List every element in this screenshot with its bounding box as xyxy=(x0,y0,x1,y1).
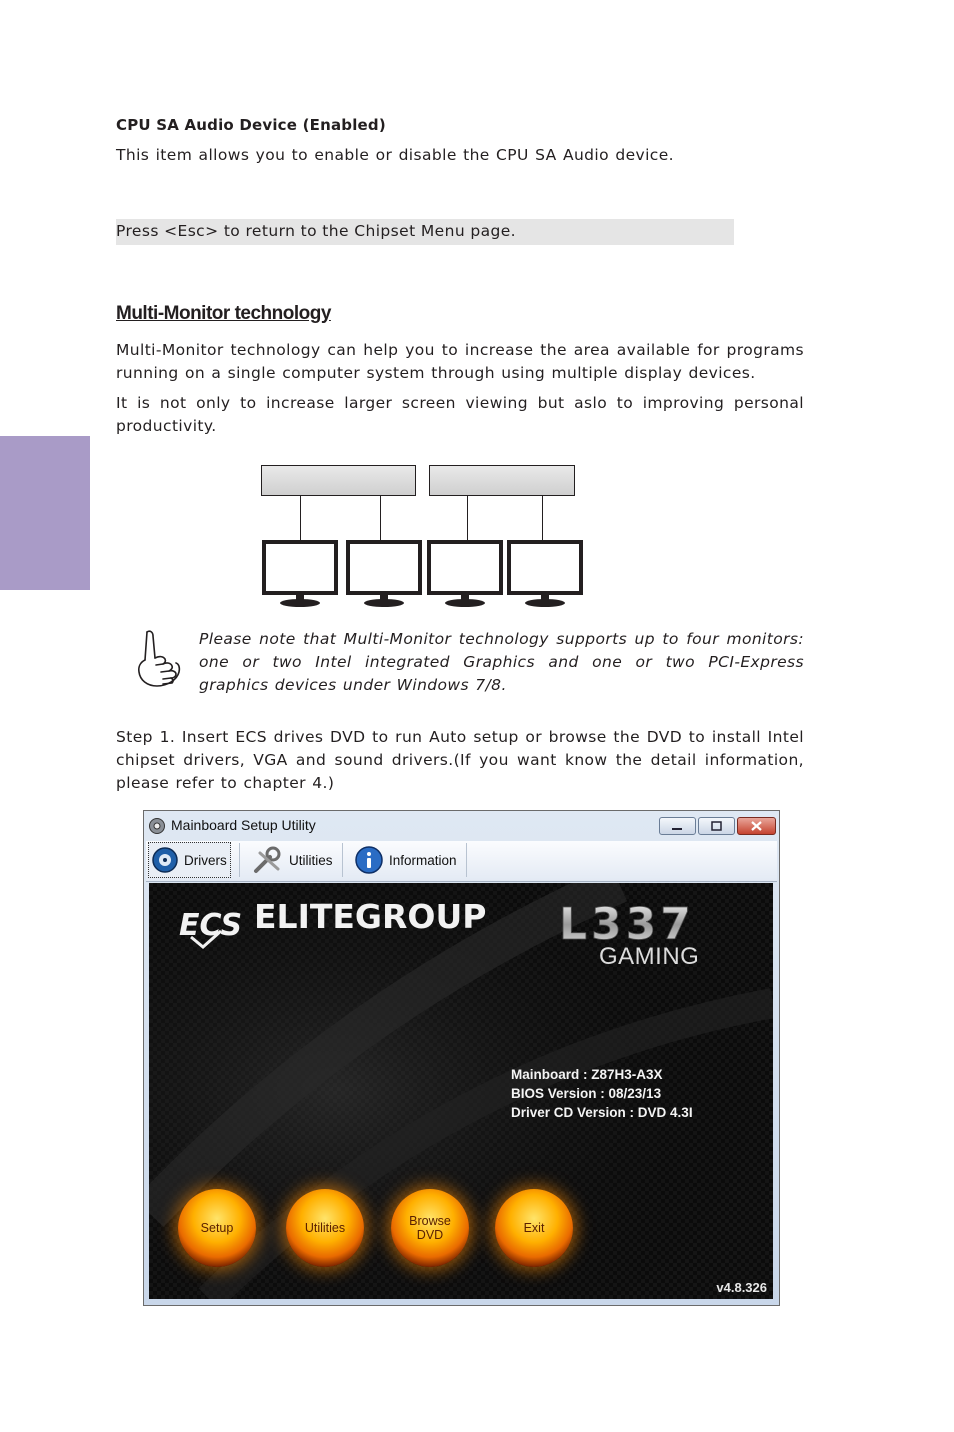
elitegroup-wordmark: ELITEGROUP xyxy=(254,897,487,936)
setup-button[interactable] xyxy=(178,1189,256,1267)
toolbar xyxy=(146,841,777,882)
title-bar[interactable] xyxy=(144,811,779,841)
connector-line xyxy=(300,496,301,540)
l337-logo xyxy=(559,901,749,945)
tab-utilities[interactable] xyxy=(252,842,333,878)
monitor-icon xyxy=(262,540,338,608)
graphics-card-box-2 xyxy=(429,465,575,496)
setup-button-label: Setup xyxy=(200,1221,234,1235)
mainboard-info: Mainboard : Z87H3-A3X xyxy=(511,1067,663,1082)
paragraph-1: Multi-Monitor technology can help you to increase the area available for programs running on a single computer system through using multiple display devices. xyxy=(116,341,804,382)
section-title: Multi-Monitor technology xyxy=(116,303,331,324)
browse-dvd-button-label xyxy=(409,1214,451,1242)
monitor-icon xyxy=(346,540,422,608)
monitor-icon xyxy=(507,540,583,608)
splash-panel xyxy=(149,883,773,1299)
bios-version-info: BIOS Version : 08/23/13 xyxy=(511,1086,662,1101)
l337-text: L337 xyxy=(559,901,695,945)
maximize-button[interactable] xyxy=(698,817,735,835)
ecs-logo-text: ECS xyxy=(179,908,243,943)
graphics-card-box-1 xyxy=(261,465,416,496)
paragraph-2: It is not only to increase larger screen viewing but aslo to improving personal productivity. xyxy=(116,394,804,435)
driver-cd-version-info: Driver CD Version : DVD 4.3I xyxy=(511,1105,693,1120)
tab-drivers-label: Drivers xyxy=(184,852,227,868)
connector-line xyxy=(380,496,381,540)
browse-dvd-button[interactable] xyxy=(391,1189,469,1267)
ecs-logo xyxy=(177,903,243,949)
tab-information-label: Information xyxy=(389,852,457,868)
minimize-button[interactable] xyxy=(659,817,696,835)
esc-note-bar: Press <Esc> to return to the Chipset Menu page. xyxy=(116,219,734,245)
chapter-side-tab xyxy=(0,436,90,590)
connector-line xyxy=(467,496,468,540)
exit-button[interactable] xyxy=(495,1189,573,1267)
tab-information[interactable] xyxy=(354,842,457,878)
close-icon xyxy=(738,818,775,834)
connector-line xyxy=(542,496,543,540)
minimize-icon xyxy=(660,818,695,834)
toolbar-separator xyxy=(466,843,467,877)
item-title: CPU SA Audio Device (Enabled) xyxy=(116,116,386,134)
wrench-icon xyxy=(252,845,284,875)
exit-button-label: Exit xyxy=(523,1221,545,1235)
pointing-hand-icon xyxy=(133,628,185,690)
utilities-button-label: Utilities xyxy=(304,1221,346,1235)
tab-drivers[interactable] xyxy=(148,842,231,878)
close-button[interactable] xyxy=(737,817,776,835)
utilities-button[interactable] xyxy=(286,1189,364,1267)
item-description: This item allows you to enable or disable the CPU SA Audio device. xyxy=(116,146,674,164)
version-label: v4.8.326 xyxy=(716,1280,767,1295)
browse-dvd-line-2: DVD xyxy=(416,1228,444,1242)
browse-dvd-line-1: Browse xyxy=(409,1214,451,1228)
note-text: Please note that Multi-Monitor technology supports up to four monitors: one or two Intel integrated Graphics and one or two PCI-Express graphics devices under Windows 7/8. xyxy=(199,630,804,694)
monitor-icon xyxy=(427,540,503,608)
maximize-icon xyxy=(699,818,734,834)
step-1-text: Step 1. Insert ECS drives DVD to run Auto setup or browse the DVD to install Intel chipset drivers, VGA and sound drivers.(If you want know the detail information, please refer to chapter 4.) xyxy=(116,728,804,792)
toolbar-separator xyxy=(342,843,343,877)
setup-utility-window xyxy=(143,810,780,1306)
tab-utilities-label: Utilities xyxy=(289,852,333,868)
window-title: Mainboard Setup Utility xyxy=(171,817,316,833)
drivers-disc-icon xyxy=(151,846,179,874)
info-icon xyxy=(354,845,384,875)
app-icon xyxy=(148,817,166,835)
gaming-wordmark: GAMING xyxy=(599,943,700,970)
toolbar-separator xyxy=(239,843,240,877)
